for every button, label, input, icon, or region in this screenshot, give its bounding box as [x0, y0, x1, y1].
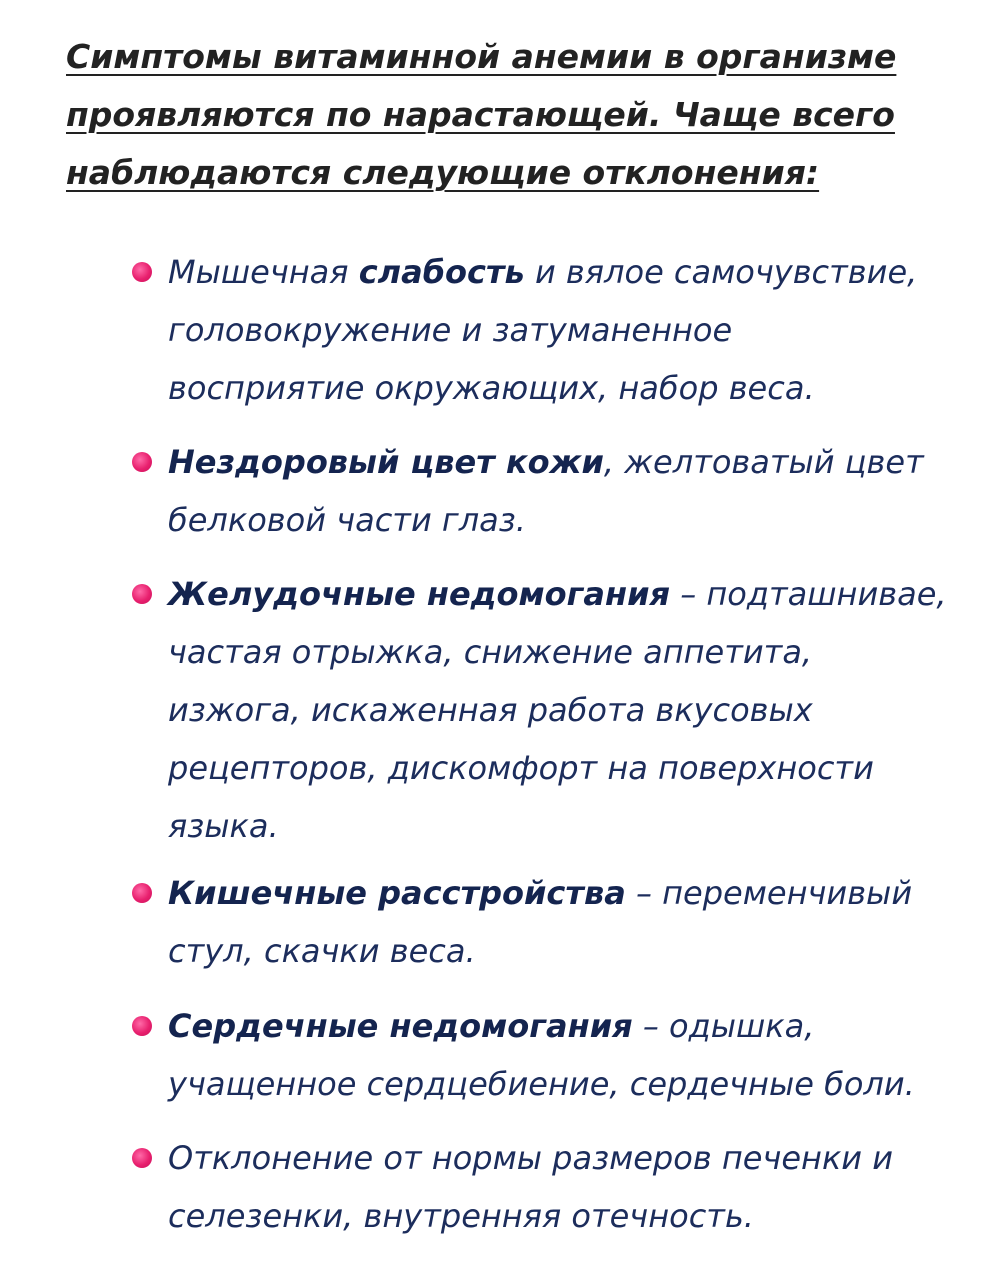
symptom-line: изжога, искаженная работа вкусовых — [168, 691, 813, 729]
symptom-line: частая отрыжка, снижение аппетита, — [168, 633, 813, 671]
symptom-keyword: слабость — [358, 253, 525, 291]
symptom-line: Кишечные расстройства – переменчивый — [168, 874, 913, 912]
symptom-text — [168, 997, 968, 1113]
symptom-text — [168, 1129, 968, 1245]
symptom-line: белковой части глаз. — [168, 501, 526, 539]
symptom-text — [168, 565, 968, 855]
heading-line: наблюдаются следующие отклонения: — [66, 153, 820, 192]
page-heading — [66, 28, 966, 202]
symptom-line: восприятие окружающих, набор веса. — [168, 369, 815, 407]
bullet-dot-icon — [132, 584, 152, 604]
symptom-line: Отклонение от нормы размеров печенки и — [168, 1139, 894, 1177]
bullet-dot-icon — [132, 262, 152, 282]
bullet-dot-icon — [132, 1148, 152, 1168]
bullet-dot-icon — [132, 1016, 152, 1036]
symptom-line: Мышечная слабость и вялое самочувствие, — [168, 253, 918, 291]
heading-line: проявляются по нарастающей. Чаще всего — [66, 95, 895, 134]
symptom-keyword: Сердечные недомогания — [168, 1007, 633, 1045]
symptom-text — [168, 433, 968, 549]
symptom-line: учащенное сердцебиение, сердечные боли. — [168, 1065, 915, 1103]
symptom-text — [168, 864, 968, 980]
symptom-text — [168, 243, 968, 417]
symptom-line: рецепторов, дискомфорт на поверхности — [168, 749, 874, 787]
bullet-dot-icon — [132, 883, 152, 903]
symptom-keyword: Нездоровый цвет кожи — [168, 443, 604, 481]
heading-line: Симптомы витаминной анемии в организме — [66, 37, 897, 76]
symptom-line: селезенки, внутренняя отечность. — [168, 1197, 754, 1235]
symptom-keyword: Кишечные расстройства — [168, 874, 626, 912]
symptom-line: Желудочные недомогания – подташнивае, — [168, 575, 947, 613]
bullet-dot-icon — [132, 452, 152, 472]
symptom-keyword: Желудочные недомогания — [168, 575, 671, 613]
symptom-line: головокружение и затуманенное — [168, 311, 733, 349]
symptom-line: Нездоровый цвет кожи, желтоватый цвет — [168, 443, 924, 481]
symptom-line: Сердечные недомогания – одышка, — [168, 1007, 815, 1045]
symptom-line: стул, скачки веса. — [168, 932, 476, 970]
symptom-line: языка. — [168, 807, 279, 845]
